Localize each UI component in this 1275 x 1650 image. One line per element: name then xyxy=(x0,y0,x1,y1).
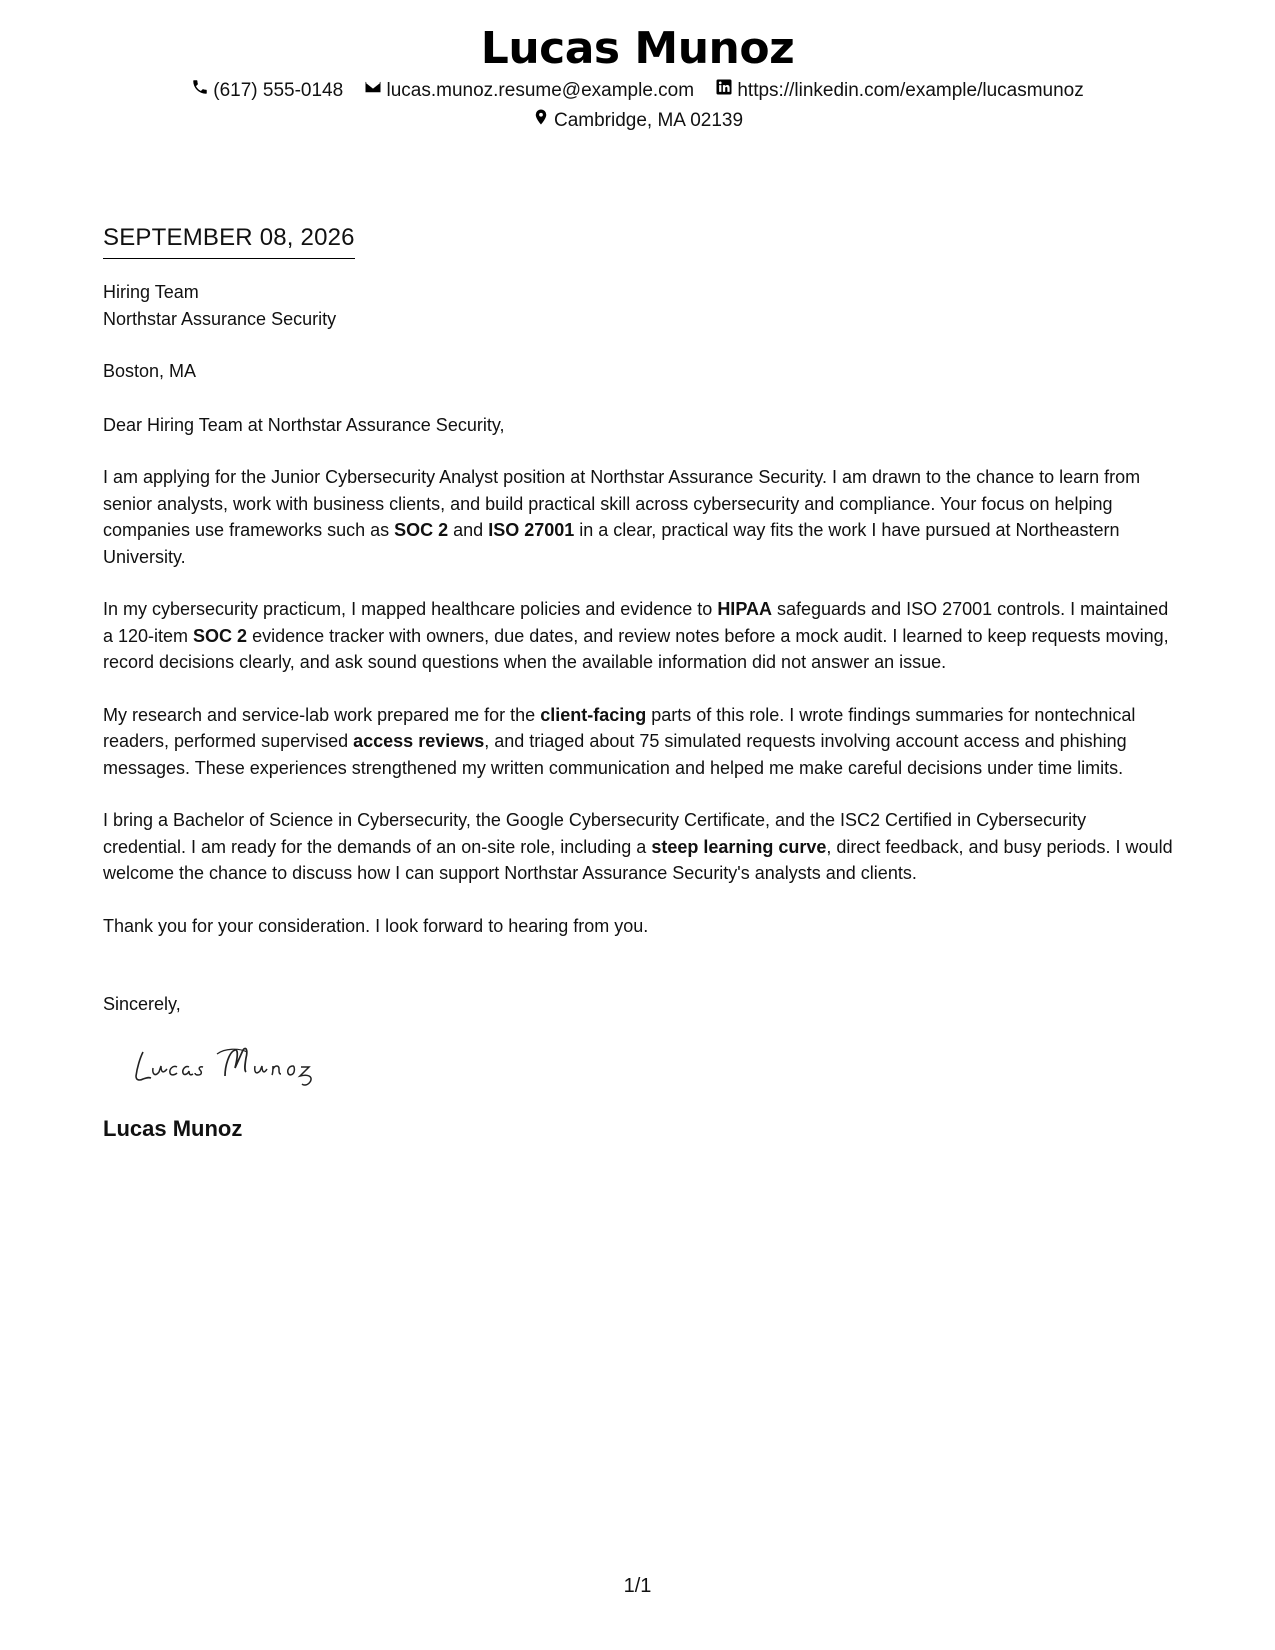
paragraph-text: I am applying for the Junior Cybersecurity Analyst position at Northstar Assurance Security. I am drawn to the chance to learn from senior analysts, work with business clients, and build practical skill across cybersecurity and compliance. Your focus on helping companies use frameworks such as xyxy=(103,467,1141,540)
paragraph-text: , direct feedback, and busy periods. I would welcome the chance to discuss how I can support Northstar Assurance Security's analysts and clients. xyxy=(103,836,1173,883)
emphasized-term: access reviews xyxy=(353,731,485,751)
emphasized-term: SOC 2 xyxy=(193,625,248,646)
phone-number: (617) 555-0148 xyxy=(213,80,344,101)
signoff: Sincerely, xyxy=(103,994,181,1014)
location-text: Cambridge, MA 02139 xyxy=(553,110,744,131)
recipient-block xyxy=(103,279,1173,332)
emphasized-term: client-facing xyxy=(540,704,647,725)
contact-location xyxy=(532,106,743,136)
linkedin-icon xyxy=(715,76,737,106)
paragraph-text: evidence tracker with owners, due dates, and review notes before a mock audit. I learned to keep requests moving, record decisions clearly, and ask sound questions when the available information did not answer an issue. xyxy=(103,625,1169,672)
recipient-city: Boston, MA xyxy=(103,361,197,381)
paragraph-text: and xyxy=(448,520,489,540)
contact-row-location xyxy=(0,106,1275,136)
phone-icon xyxy=(191,76,213,106)
letter-header xyxy=(0,22,1275,136)
linkedin-url[interactable]: https://linkedin.com/example/lucasmunoz xyxy=(737,80,1084,101)
recipient-line: Hiring Team xyxy=(103,282,199,302)
emphasized-term: SOC 2 xyxy=(394,520,449,540)
recipient-company: Northstar Assurance Security xyxy=(103,308,337,329)
contact-linkedin[interactable] xyxy=(715,76,1083,106)
body-paragraph xyxy=(103,464,1173,570)
page-number: 1/1 xyxy=(623,1575,652,1597)
email-address[interactable]: lucas.munoz.resume@example.com xyxy=(386,80,695,101)
contact-phone xyxy=(191,76,343,106)
paragraph-text: , and triaged about 75 simulated requests involving account access and phishing messages. These experiences strengthened my written communication and helped me make careful decisions under time limits. xyxy=(103,731,1127,778)
letter-body xyxy=(103,222,1173,1144)
handwritten-signature xyxy=(127,1042,357,1092)
paragraph-text: in a clear, practical way fits the work I have pursued at Northeastern University. xyxy=(103,520,1120,567)
paragraph-text: In my cybersecurity practicum, I mapped healthcare policies and evidence to xyxy=(103,599,718,619)
emphasized-term: ISO 27001 xyxy=(488,520,575,540)
body-paragraphs xyxy=(103,464,1173,887)
paragraph-text: safeguards and ISO 27001 controls. I maintained a 120-item xyxy=(103,599,1169,646)
paragraph-text: parts of this role. I wrote findings summaries for nontechnical readers, performed supervised xyxy=(103,704,1136,751)
body-paragraph xyxy=(103,807,1173,887)
body-paragraph xyxy=(103,596,1173,676)
body-paragraph xyxy=(103,702,1173,782)
emphasized-term: HIPAA xyxy=(717,599,772,619)
salutation: Dear Hiring Team at Northstar Assurance Security, xyxy=(103,414,505,435)
map-marker-icon xyxy=(532,106,554,136)
letter-date: SEPTEMBER 08, 2026 xyxy=(103,222,355,259)
paragraph-text: I bring a Bachelor of Science in Cybersecurity, the Google Cybersecurity Certificate, and the ISC2 Certified in Cybersecurity credential. I am ready for the demands of an on-site role, including a xyxy=(103,810,1087,857)
paragraph-text: My research and service-lab work prepared me for the xyxy=(103,704,541,725)
closing-line: Thank you for your consideration. I look forward to hearing from you. xyxy=(103,915,649,936)
signer-name: Lucas Munoz xyxy=(103,1115,243,1141)
contact-email[interactable] xyxy=(364,76,694,106)
applicant-name: Lucas Munoz xyxy=(480,23,795,74)
contact-row xyxy=(0,76,1275,106)
emphasized-term: steep learning curve xyxy=(651,836,827,857)
envelope-icon xyxy=(364,76,386,106)
